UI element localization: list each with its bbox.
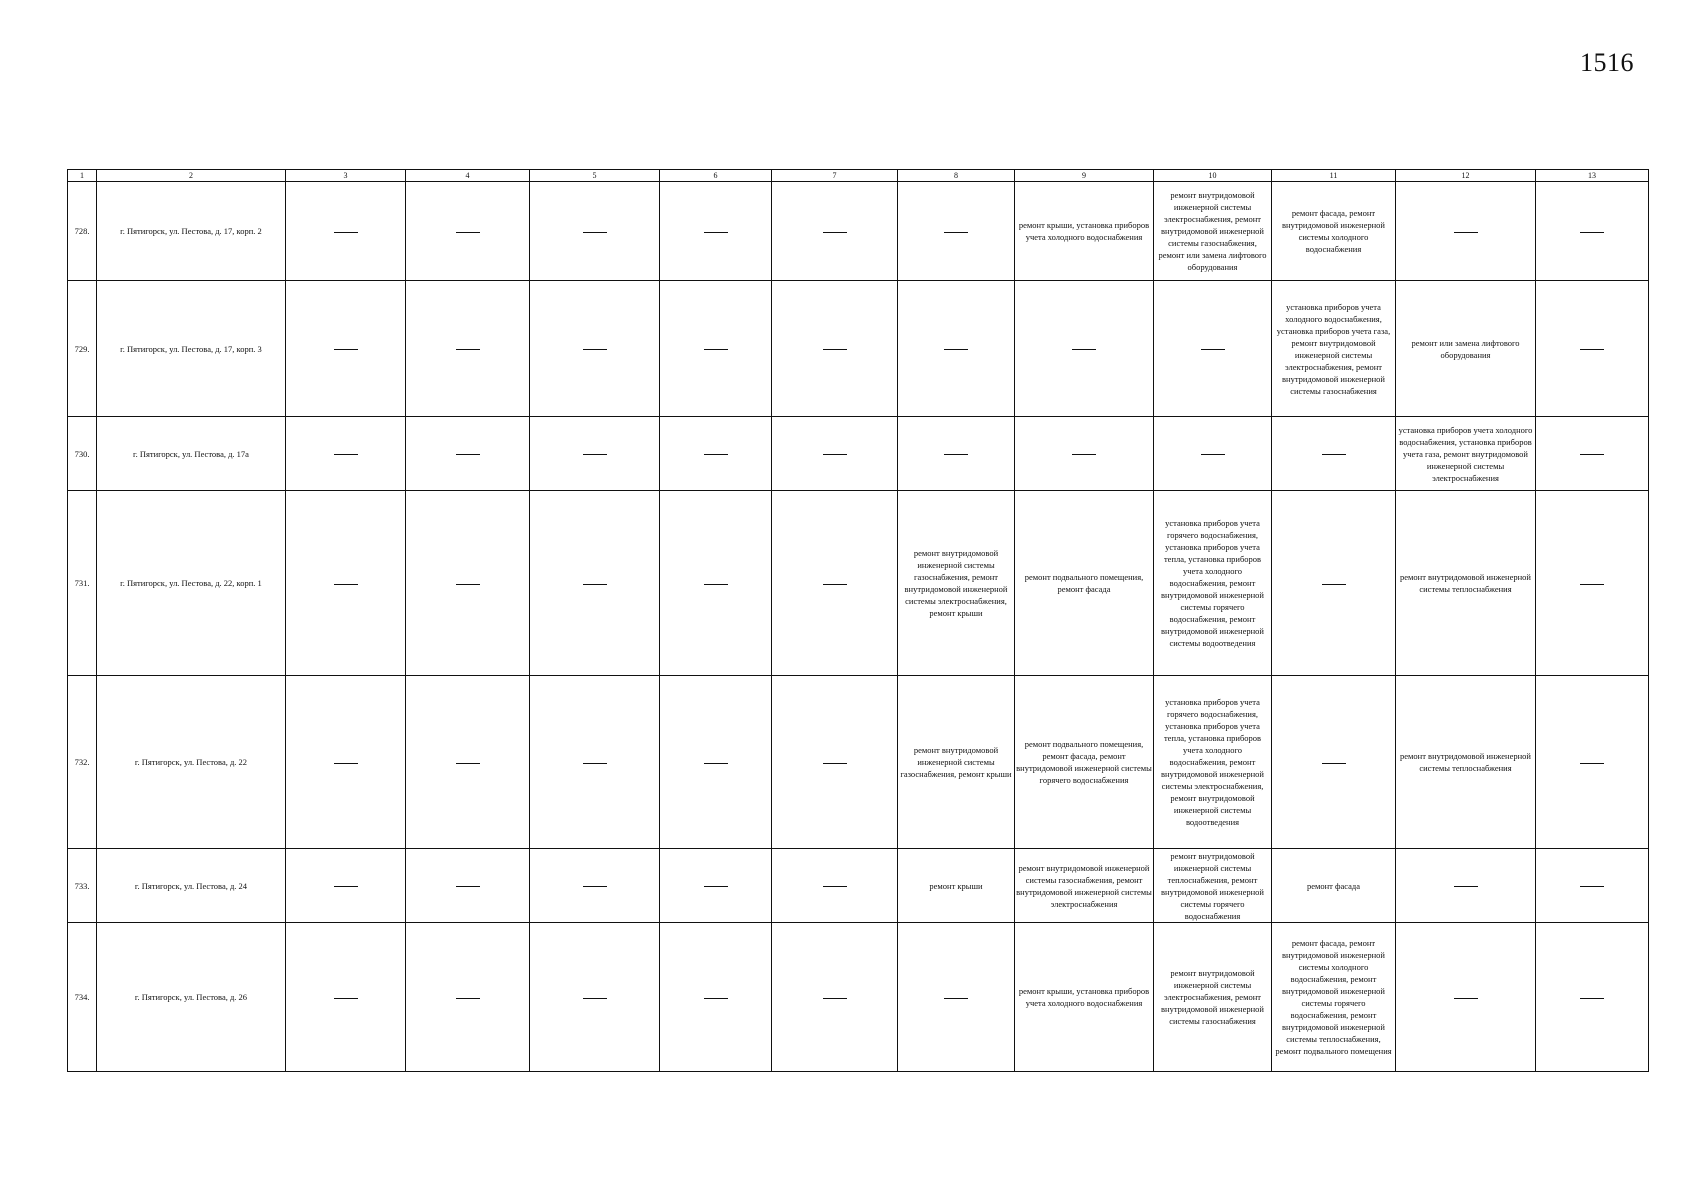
work-cell [1396,281,1536,417]
empty-cell [772,676,898,849]
work-description: ремонт внутридомовой инженерной системы электроснабжения, ремонт внутридомовой инженерной системы газоснабжения [1161,968,1264,1026]
work-cell [1396,491,1536,676]
dash-mark [823,998,847,999]
column-header: 6 [660,170,772,182]
dash-mark [944,232,968,233]
dash-mark [583,584,607,585]
empty-cell [286,923,406,1072]
dash-mark [1580,763,1604,764]
column-header: 2 [97,170,286,182]
empty-cell [530,676,660,849]
work-cell [1272,849,1396,923]
empty-cell [898,182,1015,281]
table-row [68,676,1649,849]
address-cell: г. Пятигорск, ул. Пестова, д. 17, корп. 2 [97,182,286,281]
column-header: 8 [898,170,1015,182]
work-cell [1015,923,1154,1072]
column-header: 10 [1154,170,1272,182]
row-number: 731. [68,491,97,676]
dash-mark [334,454,358,455]
work-description: ремонт подвального помещения, ремонт фасада [1024,572,1144,594]
dash-mark [334,584,358,585]
dash-mark [456,349,480,350]
dash-mark [456,584,480,585]
empty-cell [1536,849,1649,923]
column-header: 4 [406,170,530,182]
empty-cell [406,281,530,417]
dash-mark [583,454,607,455]
column-header: 3 [286,170,406,182]
empty-cell [286,491,406,676]
column-header: 9 [1015,170,1154,182]
dash-mark [1580,232,1604,233]
table-row [68,849,1649,923]
row-number: 732. [68,676,97,849]
dash-mark [1201,454,1225,455]
empty-cell [406,676,530,849]
work-cell [1154,849,1272,923]
row-number: 734. [68,923,97,1072]
column-header: 7 [772,170,898,182]
column-header: 1 [68,170,97,182]
empty-cell [286,417,406,491]
row-number: 729. [68,281,97,417]
dash-mark [1201,349,1225,350]
work-description: ремонт внутридомовой инженерной системы газоснабжения, ремонт внутридомовой инженерной системы электроснабжения, ремонт крыши [904,548,1008,618]
dash-mark [1580,349,1604,350]
dash-mark [704,232,728,233]
work-cell [898,849,1015,923]
work-description: ремонт внутридомовой инженерной системы теплоснабжения, ремонт внутридомовой инженерной системы горячего водоснабжения [1161,850,1264,921]
empty-cell [530,923,660,1072]
table-row [68,182,1649,281]
dash-mark [1580,998,1604,999]
empty-cell [898,417,1015,491]
empty-cell [406,923,530,1072]
work-description: установка приборов учета холодного водоснабжения, установка приборов учета газа, ремонт внутридомовой инженерной системы электроснабжения [1398,424,1533,483]
dash-mark [704,886,728,887]
empty-cell [1396,849,1536,923]
empty-cell [286,849,406,923]
dash-mark [456,454,480,455]
repair-schedule-table [67,169,1649,1072]
empty-cell [1015,281,1154,417]
dash-mark [1580,454,1604,455]
work-description: установка приборов учета холодного водоснабжения, установка приборов учета газа, ремонт внутридомовой инженерной системы электроснабжения, ремонт внутридомовой инженерной системы газоснабжения [1276,301,1391,396]
empty-cell [406,182,530,281]
dash-mark [823,349,847,350]
work-description: ремонт внутридомовой инженерной системы электроснабжения, ремонт внутридомовой инженерной системы газоснабжения, ремонт или замена лифтового оборудования [1158,190,1267,272]
dash-mark [704,763,728,764]
work-cell [1154,923,1272,1072]
empty-cell [660,676,772,849]
dash-mark [334,232,358,233]
work-cell [1272,923,1396,1072]
empty-cell [530,182,660,281]
work-cell [1015,491,1154,676]
empty-cell [772,182,898,281]
dash-mark [583,763,607,764]
dash-mark [1454,886,1478,887]
column-header: 11 [1272,170,1396,182]
work-description: ремонт внутридомовой инженерной системы теплоснабжения [1400,572,1531,594]
empty-cell [898,281,1015,417]
address-cell: г. Пятигорск, ул. Пестова, д. 22, корп. 1 [97,491,286,676]
dash-mark [1322,454,1346,455]
table-row [68,491,1649,676]
empty-cell [406,849,530,923]
work-description: ремонт внутридомовой инженерной системы газоснабжения, ремонт крыши [900,745,1012,779]
empty-cell [772,417,898,491]
dash-mark [1322,584,1346,585]
address-cell: г. Пятигорск, ул. Пестова, д. 17а [97,417,286,491]
row-number: 730. [68,417,97,491]
dash-mark [583,232,607,233]
empty-cell [1272,491,1396,676]
dash-mark [823,232,847,233]
work-description: ремонт крыши [929,880,983,891]
dash-mark [1072,349,1096,350]
work-cell [1396,417,1536,491]
work-cell [1015,676,1154,849]
column-header: 13 [1536,170,1649,182]
dash-mark [1072,454,1096,455]
work-description: ремонт или замена лифтового оборудования [1411,337,1520,360]
empty-cell [530,491,660,676]
empty-cell [1272,417,1396,491]
empty-cell [1536,182,1649,281]
empty-cell [406,417,530,491]
row-number: 728. [68,182,97,281]
empty-cell [772,849,898,923]
dash-mark [944,998,968,999]
work-description: ремонт фасада, ремонт внутридомовой инженерной системы холодного водоснабжения [1282,208,1385,254]
work-cell [1272,281,1396,417]
column-number-row [68,170,1649,182]
dash-mark [704,349,728,350]
empty-cell [530,417,660,491]
dash-mark [334,349,358,350]
work-cell [898,491,1015,676]
table-row [68,281,1649,417]
work-description: ремонт крыши, установка приборов учета холодного водоснабжения [1018,986,1150,1008]
empty-cell [898,923,1015,1072]
dash-mark [334,998,358,999]
address-cell: г. Пятигорск, ул. Пестова, д. 17, корп. 3 [97,281,286,417]
dash-mark [704,998,728,999]
empty-cell [660,923,772,1072]
dash-mark [823,886,847,887]
row-number: 733. [68,849,97,923]
empty-cell [660,182,772,281]
empty-cell [1272,676,1396,849]
work-description: установка приборов учета горячего водоснабжения, установка приборов учета тепла, установка приборов учета холодного водоснабжения, ремонт внутридомовой инженерной системы горячего водоснабжения, ремонт внутридомовой инженерной системы водоотведения [1161,518,1264,648]
empty-cell [1536,281,1649,417]
empty-cell [660,849,772,923]
empty-cell [1154,417,1272,491]
work-description: ремонт внутридомовой инженерной системы газоснабжения, ремонт внутридомовой инженерной системы электроснабжения [1016,862,1152,909]
work-cell [1272,182,1396,281]
empty-cell [1536,417,1649,491]
address-cell: г. Пятигорск, ул. Пестова, д. 26 [97,923,286,1072]
dash-mark [1454,998,1478,999]
dash-mark [1322,763,1346,764]
dash-mark [1580,584,1604,585]
empty-cell [1536,923,1649,1072]
empty-cell [1015,417,1154,491]
dash-mark [944,349,968,350]
work-description: ремонт внутридомовой инженерной системы теплоснабжения [1400,751,1531,773]
dash-mark [823,454,847,455]
empty-cell [1396,182,1536,281]
work-description: ремонт подвального помещения, ремонт фасада, ремонт внутридомовой инженерной системы горячего водоснабжения [1016,739,1152,785]
dash-mark [704,584,728,585]
empty-cell [530,849,660,923]
empty-cell [286,182,406,281]
empty-cell [530,281,660,417]
address-cell: г. Пятигорск, ул. Пестова, д. 22 [97,676,286,849]
dash-mark [823,584,847,585]
dash-mark [583,349,607,350]
work-cell [1154,182,1272,281]
table-row [68,417,1649,491]
empty-cell [1536,676,1649,849]
work-description: ремонт фасада [1306,880,1361,891]
empty-cell [1154,281,1272,417]
empty-cell [772,281,898,417]
work-cell [1015,182,1154,281]
empty-cell [772,491,898,676]
dash-mark [456,886,480,887]
work-cell [1154,676,1272,849]
dash-mark [456,232,480,233]
work-description: ремонт крыши, установка приборов учета холодного водоснабжения [1018,220,1150,242]
dash-mark [1580,886,1604,887]
empty-cell [406,491,530,676]
dash-mark [456,763,480,764]
work-cell [1015,849,1154,923]
dash-mark [583,886,607,887]
column-header: 12 [1396,170,1536,182]
empty-cell [772,923,898,1072]
dash-mark [334,763,358,764]
empty-cell [286,676,406,849]
empty-cell [660,281,772,417]
work-cell [898,676,1015,849]
dash-mark [944,454,968,455]
address-cell: г. Пятигорск, ул. Пестова, д. 24 [97,849,286,923]
page-number: 1516 [1580,48,1634,77]
work-cell [1154,491,1272,676]
table-row [68,923,1649,1072]
empty-cell [660,417,772,491]
dash-mark [456,998,480,999]
dash-mark [334,886,358,887]
work-description: установка приборов учета горячего водоснабжения, установка приборов учета тепла, установка приборов учета холодного водоснабжения, ремонт внутридомовой инженерной системы электроснабжения, ремонт внутридомовой инженерной системы водоотведения [1161,697,1264,827]
work-description: ремонт фасада, ремонт внутридомовой инженерной системы холодного водоснабжения, ремонт внутридомовой инженерной системы горячего водоснабжения, ремонт внутридомовой инженерной системы теплоснабжения, ремонт подвального помещения [1275,938,1392,1056]
empty-cell [286,281,406,417]
empty-cell [1536,491,1649,676]
work-cell [1396,676,1536,849]
dash-mark [704,454,728,455]
column-header: 5 [530,170,660,182]
empty-cell [1396,923,1536,1072]
dash-mark [1454,232,1478,233]
dash-mark [583,998,607,999]
dash-mark [823,763,847,764]
empty-cell [660,491,772,676]
